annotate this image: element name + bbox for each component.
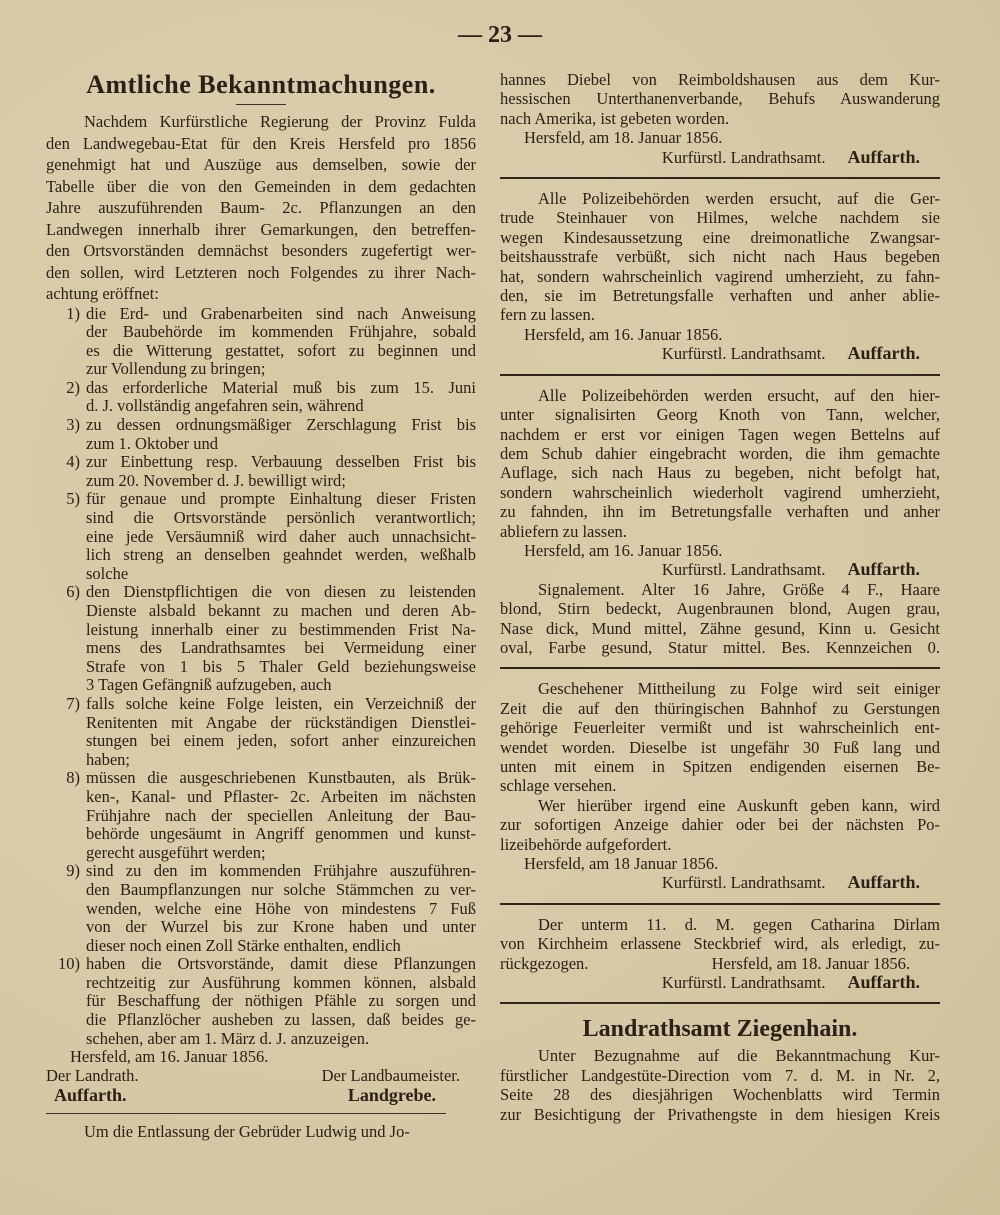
list-item-number: 5)	[66, 489, 80, 509]
page-number: — 23 —	[458, 22, 542, 48]
list-item-text	[86, 769, 476, 862]
text-line: achtung eröffnet:	[46, 284, 159, 303]
signature: Auffarth.	[847, 559, 920, 580]
text-line: von Kirchheim erlassene Steckbrief wird, als erledigt, zu-	[500, 934, 940, 954]
notice-text	[500, 189, 940, 325]
list-item	[46, 453, 476, 490]
text-line: abliefern zu lassen.	[500, 521, 627, 541]
authority: Kurfürstl. Landrathsamt.	[661, 873, 826, 893]
text-line: dieser noch einen Zoll Stärke enthalten, endlich	[86, 935, 401, 955]
text-line: müssen die ausgeschriebenen Kunstbauten, als Brük-	[86, 768, 476, 788]
list-item	[46, 583, 476, 695]
text-line: fern zu lassen.	[500, 305, 595, 325]
text-line: nachdem er erst vor einigen Tagen wegen Bettelns auf	[500, 424, 940, 444]
text-line: 3 Tagen Gefängniß aufzugeben, auch	[86, 675, 332, 695]
authority: Kurfürstl. Landrathsamt.	[661, 560, 826, 580]
left-column	[46, 70, 476, 1142]
text-line: sind zu den im kommenden Frühjahre auszuführen-	[86, 861, 476, 881]
text-line: genehmigt hat und Auszüge aus demselben, sowie der	[46, 155, 476, 174]
list-item-text	[86, 583, 476, 695]
text-line: beitshausstrafe verbüßt, sich nicht nach Haus begeben	[500, 247, 940, 267]
list-item-number: 10)	[58, 954, 80, 974]
list-item	[46, 305, 476, 379]
section-ziegenhain	[500, 1014, 940, 1124]
signer-names	[46, 1085, 476, 1105]
date-line: Hersfeld, am 16. Januar 1856.	[70, 1047, 269, 1067]
notice-text	[500, 915, 940, 954]
list-item-text	[86, 955, 476, 1048]
text-line	[500, 954, 940, 973]
list-item-number: 8)	[66, 768, 80, 788]
text-line: hannes Diebel von Reimboldshausen aus dem Kur-	[500, 70, 940, 89]
list-item	[46, 955, 476, 1048]
text-line: d. J. vollständig angefahren sein, während	[86, 396, 364, 416]
signature-line	[500, 148, 940, 167]
notice-dirlam	[500, 915, 940, 993]
notice-text	[500, 796, 940, 854]
date-line: Hersfeld, am 18. Januar 1856.	[711, 953, 910, 973]
list-item-number: 6)	[66, 582, 80, 602]
text-line: Nachdem Kurfürstliche Regierung der Provinz Fulda	[84, 112, 476, 131]
list-item	[46, 379, 476, 416]
list-item-text	[86, 862, 476, 955]
signature: Auffarth.	[847, 972, 920, 993]
text-line: Alle Polizeibehörden werden ersucht, auf die Ger-	[538, 189, 940, 209]
signature-landgrebe: Landgrebe.	[347, 1085, 436, 1106]
divider	[500, 374, 940, 376]
list-item	[46, 862, 476, 955]
text-line: schehen, aber am 1. März d. J. anzuzeigen.	[86, 1028, 370, 1048]
divider	[500, 667, 940, 669]
notice-text	[500, 70, 940, 128]
text-line: fürstlicher Landgestüte-Direction vom 7. d. M. in Nr. 2,	[500, 1065, 940, 1085]
text-line: hessischen Unterthanenverbande, Behufs Auswanderung	[500, 89, 940, 109]
signer-title-landrath: Der Landrath.	[46, 1065, 139, 1085]
date-line: Hersfeld, am 18 Januar 1856.	[524, 854, 719, 874]
list-item-text	[86, 453, 476, 490]
signature: Auffarth.	[847, 146, 920, 167]
date-line: Hersfeld, am 16. Januar 1856.	[524, 324, 723, 344]
list-item-number: 7)	[66, 693, 80, 713]
signalement	[500, 580, 940, 658]
text-line: haben;	[86, 749, 130, 769]
signature-line	[500, 873, 940, 892]
text-line: Signalement. Alter 16 Jahre, Größe 4 F., Haare	[538, 579, 940, 599]
text-line: wenden, welche eine Höhe von mindestens 7 Fuß	[86, 898, 476, 918]
notice-text	[500, 679, 940, 795]
text-line: Der unterm 11. d. M. gegen Catharina Dirlam	[538, 914, 940, 934]
list-item-number: 9)	[66, 861, 80, 881]
signature-line	[500, 344, 940, 363]
text-line: Frühjahre nach der speciellen Anleitung der Bau-	[86, 805, 476, 825]
text-line: zu fahnden, ihn im Betretungsfalle verhaften und anher	[500, 502, 940, 522]
notice-emigration	[500, 70, 940, 167]
text-line: gerecht ausgeführt werden;	[86, 842, 266, 862]
text-line: die Pflanzlöcher ausheben zu lassen, daß beides ge-	[86, 1010, 476, 1030]
text-line: behörde ungesäumt in Angriff genommen und kunst-	[86, 824, 476, 844]
text-line: dem Schub dahier eingebracht worden, die ihm gemachte	[500, 443, 940, 463]
list-item-number: 1)	[66, 303, 80, 323]
list-item-text	[86, 379, 476, 416]
text-line: Wer hierüber irgend eine Auskunft geben kann, wird	[538, 795, 940, 815]
divider	[500, 1002, 940, 1004]
numbered-list	[46, 305, 476, 1049]
text-line: sondern wahrscheinlich wiederholt vagirend umherzieht,	[500, 482, 940, 502]
signature: Auffarth.	[847, 872, 920, 893]
text-line: zur Einbettung resp. Verbauung desselben Frist bis	[86, 452, 476, 472]
list-item-number: 4)	[66, 452, 80, 472]
text-line: für Beschaffung der nöthigen Pfähle zu sorgen und	[86, 991, 476, 1011]
list-item-text	[86, 305, 476, 379]
text-line: rechtzeitig zur Ausführung kommen können, alsbald	[86, 972, 476, 992]
signature-line	[500, 560, 940, 579]
signature: Auffarth.	[847, 343, 920, 364]
notice-text	[500, 386, 940, 541]
text-line: eine jede Versäumniß wird daher auch unnachsicht-	[86, 526, 476, 546]
text-line: haben die Ortsvorstände, damit diese Pflanzungen	[86, 954, 476, 974]
text-line: Dienste alsbald bekannt zu machen und deren Ab-	[86, 601, 476, 620]
text-line: die Erd- und Grabenarbeiten sind nach Anweisung	[86, 303, 476, 323]
text-line: es die Witterung gestattet, sofort zu beginnen und	[86, 340, 476, 360]
text-line: zum 20. November d. J. bewilligt wird;	[86, 470, 346, 490]
text-line: nach Amerika, ist gebeten worden.	[500, 108, 730, 128]
text-line: Seite 28 des diesjährigen Wochenblatts wird Termin	[500, 1085, 940, 1105]
authority: Kurfürstl. Landrathsamt.	[661, 344, 826, 364]
text-line: den sollen, wird Letzteren noch Folgendes zu ihrer Nach-	[46, 262, 476, 282]
authority: Kurfürstl. Landrathsamt.	[661, 147, 826, 167]
text-line: wegen Kindesaussetzung eine dreimonatliche Zwangsar-	[500, 227, 940, 247]
divider	[500, 903, 940, 905]
signer-titles	[46, 1067, 476, 1086]
list-item-number: 3)	[66, 415, 80, 435]
text-line: mens des Landrathsamtes bei Vermeidung einer	[86, 638, 476, 658]
text-line: wendet worden. Dieselbe ist ungefähr 30 Fuß lang und	[500, 737, 940, 757]
text-line: Zeit die auf den thüringischen Bahnhof zu Gerstungen	[500, 698, 940, 718]
text-line: lich streng an denselben geahndet werden, weßhalb	[86, 545, 476, 565]
authority: Kurfürstl. Landrathsamt.	[661, 973, 826, 993]
text-line: zur Besichtigung der Privathengste in dem hiesigen Kreis	[500, 1104, 940, 1124]
text-line: Geschehener Mittheilung zu Folge wird seit einiger	[538, 679, 940, 699]
text-line: für genaue und prompte Einhaltung dieser Fristen	[86, 489, 476, 509]
text-line: den Dienstpflichtigen die von diesen zu leistenden	[86, 582, 476, 602]
text-line: ken-, Kanal- und Pflaster- 2c. Arbeiten im nächsten	[86, 786, 476, 806]
text-line: von der Wurzel bis zur Krone haben und unter	[86, 917, 476, 937]
text-line: zum 1. Oktober und	[86, 433, 218, 453]
text-line: Jahre auszuführenden Baum- 2c. Pflanzungen an den	[46, 198, 476, 217]
text-line: Alle Polizeibehörden werden ersucht, auf den hier-	[538, 385, 940, 405]
text-line: schlage versehen.	[500, 776, 617, 796]
list-item	[46, 490, 476, 583]
text-line: gehörige Feuerleiter vermißt und ist wahrscheinlich ent-	[500, 718, 940, 738]
text-line: Auflage, sich nach Haus zu begeben, nicht befolgt hat,	[500, 463, 940, 483]
text-line: trude Steinhauer von Hilmes, welche nachdem sie	[500, 208, 940, 228]
date-line: Hersfeld, am 16. Januar 1856.	[524, 540, 723, 560]
text-line: Renitenten mit Angabe der rückständigen Dienstlei-	[86, 712, 476, 732]
text-fragment: rückgezogen.	[500, 953, 589, 973]
list-item	[46, 769, 476, 862]
text-line: lizeibehörde aufgefordert.	[500, 834, 672, 854]
text-line: blond, Stirn bedeckt, Augenbraunen blond, Augen grau,	[500, 599, 940, 619]
divider	[236, 104, 286, 105]
divider	[500, 177, 940, 179]
divider	[46, 1113, 446, 1114]
list-item	[46, 695, 476, 769]
text-line: den, sie im Betretungsfalle verhaften und anher ablie-	[500, 286, 940, 306]
list-item-text	[86, 490, 476, 583]
signature-line	[500, 973, 940, 992]
text-line: solche	[86, 563, 129, 583]
text-line: sind die Ortsvorstände persönlich verantwortlich;	[86, 508, 476, 528]
text-line: falls solche keine Folge leisten, ein Verzeichniß der	[86, 693, 476, 713]
list-item-number: 2)	[66, 377, 80, 397]
signer-title-landbaumeister: Der Landbaumeister.	[321, 1065, 460, 1085]
list-item-text	[86, 416, 476, 453]
text-line: Tabelle über die von den Gemeinden in dem gedachten	[46, 176, 476, 196]
text-line: zur Vollendung zu bringen;	[86, 359, 266, 379]
text-line: unter signalisirten Georg Knoth von Tann, welcher,	[500, 405, 940, 425]
notice-feuerleiter	[500, 679, 940, 892]
text-line: unten mit einem in Spitzen endigenden eisernen Be-	[500, 757, 940, 776]
text-line: Landwegen innerhalb ihrer Gemarkungen, den betreffen-	[46, 219, 476, 239]
list-item	[46, 416, 476, 453]
section-title: Landrathsamt Ziegenhain.	[582, 1016, 858, 1043]
text-line: den Baumpflanzungen nur solche Stämmchen zu ver-	[86, 879, 476, 899]
text-line: das erforderliche Material muß bis zum 15. Juni	[86, 377, 476, 397]
text-line: Strafe von 1 bis 5 Thaler Geld beziehungsweise	[86, 656, 476, 676]
right-column	[500, 70, 940, 1124]
text-line: stungen bei einem jeden, sofort anher einzureichen	[86, 731, 476, 751]
notice-text	[500, 1046, 940, 1124]
text-line: oval, Farbe gesund, Statur mittel. Bes. Kennzeichen 0.	[500, 637, 940, 657]
signature-auffarth: Auffarth.	[54, 1085, 127, 1106]
text-line: leistung innerhalb einer zu bestimmenden Frist Na-	[86, 619, 476, 639]
text-line: der Baubehörde im kommenden Frühjahre, sobald	[86, 322, 476, 342]
text-line: zu dessen ordnungsmäßiger Zerschlagung Frist bis	[86, 415, 476, 435]
text-line: hat, sondern wahrscheinlich vagirend umherzieht, zu fahn-	[500, 266, 940, 286]
notice-knoth	[500, 386, 940, 658]
section-title: Amtliche Bekanntmachungen.	[86, 70, 436, 99]
text-line: zur sofortigen Anzeige dahier oder bei der nächsten Po-	[500, 815, 940, 835]
text-line: Um die Entlassung der Gebrüder Ludwig und Jo-	[84, 1122, 410, 1142]
text-line: Unter Bezugnahme auf die Bekanntmachung Kur-	[538, 1046, 940, 1066]
text-line: Nase dick, Mund mittel, Zähne gesund, Kinn u. Gesicht	[500, 618, 940, 638]
text-line: den Landwegebau-Etat für den Kreis Hersfeld pro 1856	[46, 133, 476, 153]
list-item-text	[86, 695, 476, 769]
date-line: Hersfeld, am 18. Januar 1856.	[524, 128, 723, 148]
intro-paragraph	[46, 111, 476, 305]
text-line: den Ortsvorständen demnächst besonders zugefertigt wer-	[46, 241, 476, 260]
notice-steinhauer	[500, 189, 940, 364]
